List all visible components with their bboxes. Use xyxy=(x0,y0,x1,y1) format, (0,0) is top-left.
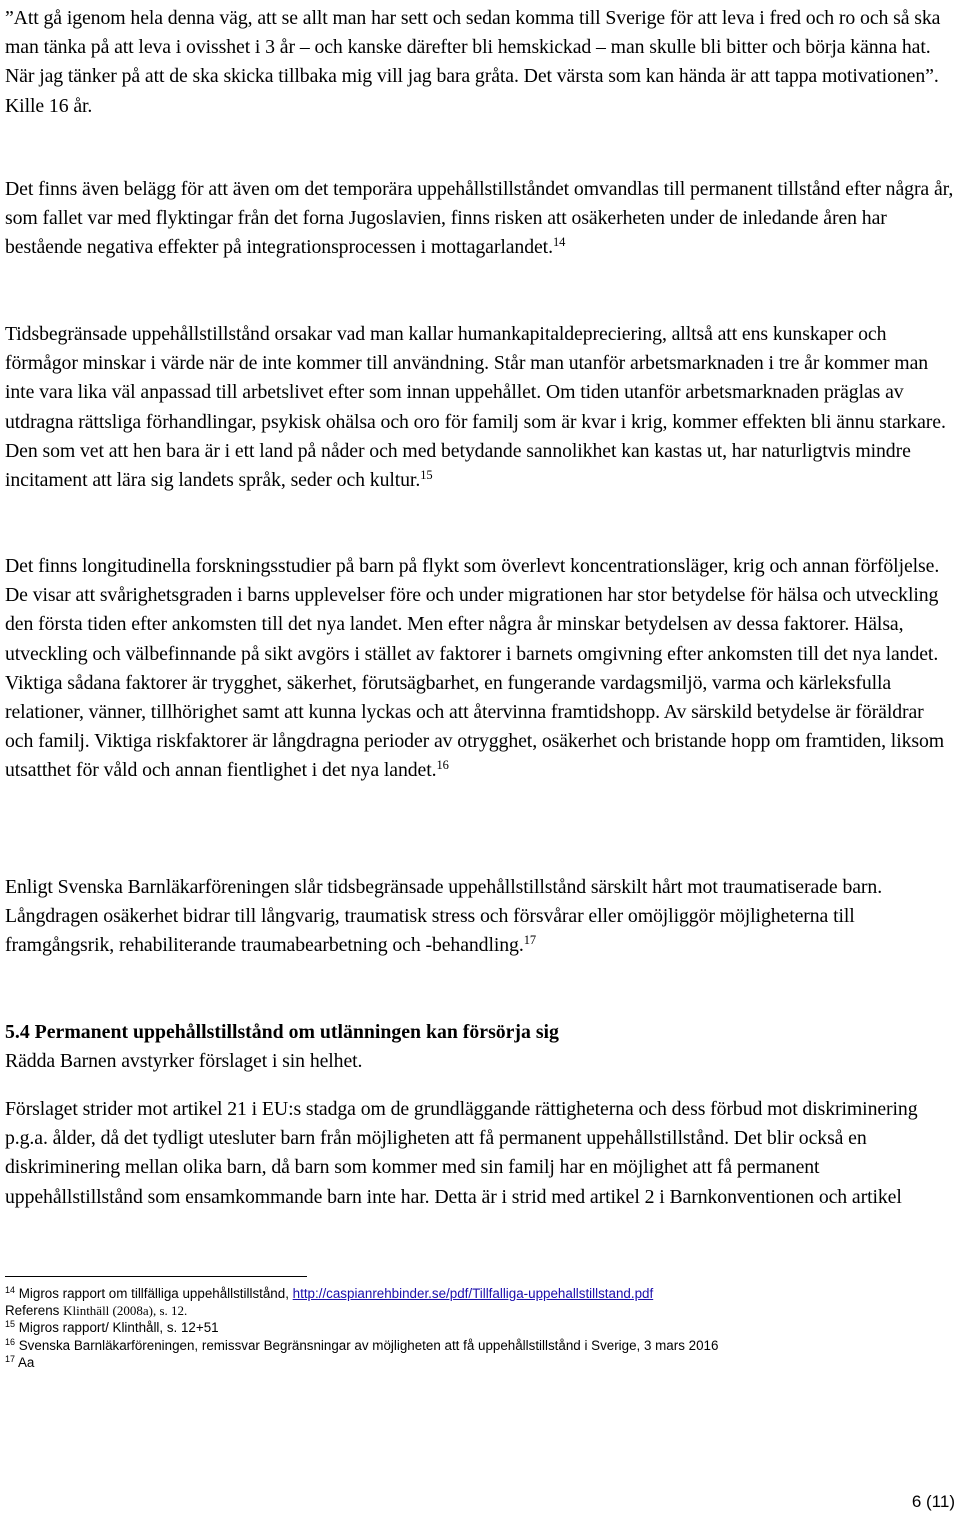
footnote-text: Migros rapport om tillfälliga uppehållstillstånd, xyxy=(18,1286,289,1301)
quote-paragraph: ”Att gå igenom hela denna väg, att se allt man har sett och sedan komma till Sverige för att leva i fred och ro och så ska man tänka på att leva i ovisshet i 3 år – och kanske därefter bli hemskickad – man skulle bli bitter och börja känna hat. När jag tänker på att de ska skicka tillbaka mig vill jag bara gråta. Det värsta som kan hända är att tappa motivationen”. Kille 16 år. xyxy=(5,7,941,117)
page-number: 6 (11) xyxy=(911,1492,955,1511)
footnote-divider xyxy=(5,1276,307,1277)
footnote-14 xyxy=(5,1285,955,1302)
footnote-text: Aa xyxy=(18,1354,35,1370)
body-paragraph: Förslaget strider mot artikel 21 i EU:s stadga om de grundläggande rättigheterna och dess förbud mot diskriminering p.g.a. ålder, då det tydligt utesluter barn från möjligheten att få permanent uppehållstillstånd. Det blir också en diskriminering mellan olika barn, då barn som kommer med sin familj har en möjlighet att få permanent uppehållstillstånd som ensamkommande barn inte har. Detta är i strid med artikel 2 i Barnkonventionen och artikel xyxy=(5,1098,918,1208)
footnote-number: 17 xyxy=(5,1353,16,1364)
paragraph-text: Det finns longitudinella forskningsstudier på barn på flykt som överlevt koncentrationsläger, krig och annan förföljelse. De visar att svårighetsgraden i barns upplevelser före och under migrationen har stor betydelse för hälsa och utveckling den första tiden efter ankomsten till det nya landet. Men efter några år minskar betydelsen av dessa faktorer. Hälsa, utveckling och välbefinnande på sikt avgörs i stället av faktorer i barnets omgivning efter ankomsten till det nya landet. Viktiga sådana faktorer är trygghet, säkerhet, förutsägbarhet, en fungerande vardagsmiljö, varma och kärleksfulla relationer, vänner, tillhörighet samt att kunna lyckas och att återvinna framtidshopp. Av särskild betydelse är föräldrar och familj. Viktiga riskfaktorer är långdragna perioder av otrygghet, osäkerhet och bristande hopp om framtiden, liksom utsatthet för våld och annan fientlighet i det nya landet. xyxy=(5,555,945,782)
footnote-16 xyxy=(5,1337,955,1354)
body-paragraph xyxy=(5,552,955,786)
body-paragraph xyxy=(5,873,955,961)
footnote-text: Migros rapport/ Klinthåll, s. 12+51 xyxy=(18,1320,219,1336)
footnote-14-reference xyxy=(5,1302,955,1319)
footnote-ref[interactable]: 16 xyxy=(436,758,449,773)
footnote-ref-text: Klinthäll (2008a), s. 12. xyxy=(63,1303,188,1319)
footnotes xyxy=(5,1285,955,1371)
footnote-number: 14 xyxy=(5,1285,16,1295)
footnote-ref[interactable]: 15 xyxy=(420,468,433,483)
footnote-ref-label: Referens xyxy=(5,1303,60,1319)
section-heading: 5.4 Permanent uppehållstillstånd om utlänningen kan försörja sig xyxy=(5,1021,559,1043)
paragraph-text: Det finns även belägg för att även om det temporära uppehållstillståndet omvandlas till permanent tillstånd efter några år, som fallet var med flyktingar från det forna Jugoslavien, finns risken att osäkerheten under de inledande åren har bestående negativa effekter på integrationsprocessen i mottagarlandet. xyxy=(5,178,954,259)
footnote-number: 15 xyxy=(5,1319,16,1330)
footnote-text: Svenska Barnläkarföreningen, remissvar Begränsningar av möjligheten att få uppehållstillstånd i Sverige, 3 mars 2016 xyxy=(18,1337,719,1353)
footnote-link[interactable]: http://caspianrehbinder.se/pdf/Tillfalliga-uppehallstillstand.pdf xyxy=(292,1286,654,1301)
body-paragraph xyxy=(5,175,955,263)
footnote-17 xyxy=(5,1354,955,1371)
body-paragraph xyxy=(5,320,955,495)
footnote-ref[interactable]: 17 xyxy=(523,933,537,948)
footnote-number: 16 xyxy=(5,1336,16,1347)
footnote-ref[interactable]: 14 xyxy=(552,235,566,250)
footnote-15 xyxy=(5,1319,955,1336)
paragraph-text: Enligt Svenska Barnläkarföreningen slår tidsbegränsade uppehållstillstånd särskilt hårt mot traumatiserade barn. Långdragen osäkerhet bidrar till långvarig, traumatisk stress och försvårar eller omöjliggör möjligheterna till framgångsrik, rehabiliterande traumabearbetning och -behandling. xyxy=(5,876,883,957)
section-lead: Rädda Barnen avstyrker förslaget i sin helhet. xyxy=(5,1050,363,1072)
paragraph-text: Tidsbegränsade uppehållstillstånd orsakar vad man kallar humankapitaldepreciering, alltså att ens kunskaper och förmågor minskar i värde när de inte kommer till användning. Står man utanför arbetsmarknaden i tre år kommer man inte vara lika väl anpassad till arbetslivet efter som innan uppehållet. Om tiden utanför arbetsmarknaden präglas av utdragna rättsliga förhandlingar, psykisk ohälsa och oro för familj som är kvar i krig, kommer effekten bli ännu starkare. Den som vet att hen bara är i ett land på nåder och med betydande sannolikhet kan kastas ut, har naturligtvis mindre incitament att lära sig landets språk, seder och kultur. xyxy=(5,323,946,492)
